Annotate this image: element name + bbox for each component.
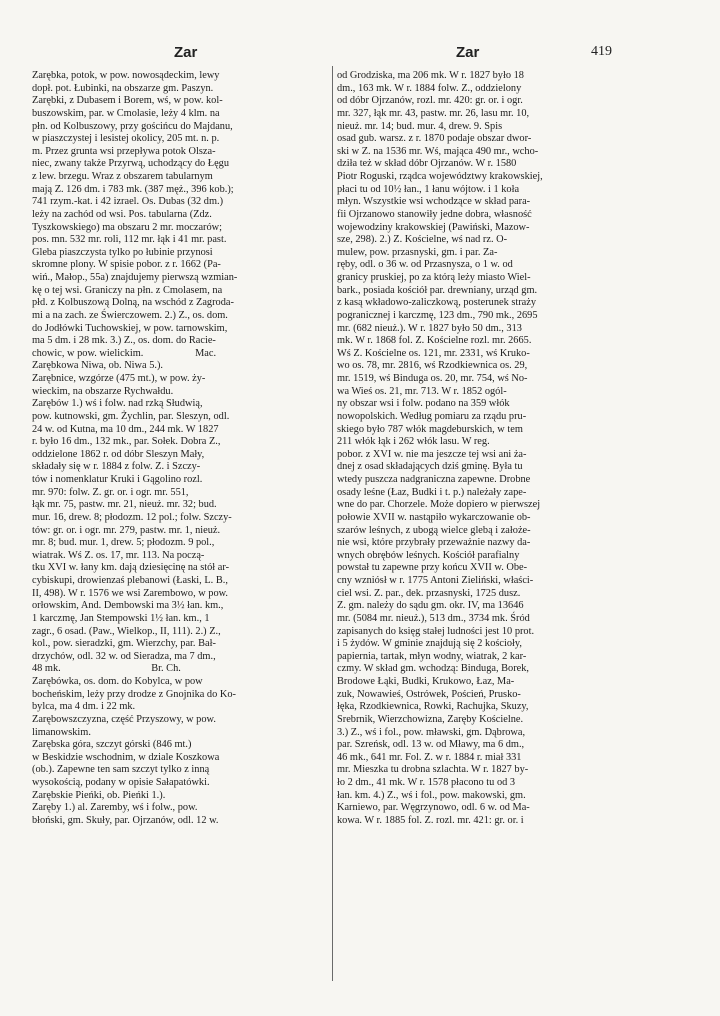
text-line: oddzielone 1862 r. od dóbr Sleszyn Mały,	[32, 448, 205, 460]
text-line: mr. (5084 mr. nieuż.), 513 dm., 3734 mk. Śród	[337, 612, 530, 624]
text-line: Zarębowszczyzna, część Przyszowy, w pow.	[32, 713, 216, 725]
text-line: zapisanych do księg stałej ludności jest 10 prot.	[337, 625, 535, 637]
text-line: wojewodziny krakowskiej (Pawiński, Mazow-	[337, 221, 530, 233]
text-line: pos. mn. 532 mr. roli, 112 mr. łąk i 41 mr. past.	[32, 234, 227, 246]
text-line: w Beskidzie wschodnim, w dziale Koszkowa	[32, 751, 220, 763]
text-line: mur. 16, drew. 8; płodozm. 12 pol.; folw. Szczy-	[32, 511, 232, 523]
text-line: Zarębów 1.) wś i folw. nad rzką Słudwią,	[32, 398, 203, 410]
running-head-right: Zar	[456, 44, 480, 61]
text-line: wiatrak. Wś Z. os. 17, mr. 113. Na począ-	[32, 549, 205, 561]
text-line: wieckim, na obszarze Rychwałdu.	[32, 385, 174, 397]
text-line: bark., posiada kościół par. drewniany, urząd gm.	[337, 284, 538, 296]
text-line: ny obszar wsi i folw. podano na 359 włók	[337, 398, 510, 410]
running-head-left: Zar	[174, 44, 198, 61]
text-line: łąk mr. 75, pastw. mr. 21, nieuż. mr. 32; bud.	[32, 499, 217, 511]
text-line: zuk, Nowawieś, Ostrówek, Poścień, Prusko-	[337, 688, 521, 700]
text-line: niec, zwany także Przyrwą, uchodzący do Łęgu	[32, 158, 230, 170]
text-line: pogranicznej i karczmę, 123 dm., 790 mk., 2695	[337, 309, 538, 321]
text-line: 211 włók łąk i 262 włók lasu. W reg.	[337, 436, 490, 448]
text-line: dnej z osad składających dziś gminę. Była tu	[337, 461, 523, 473]
text-line: fii Ojrzanowo stanowiły jedne dobra, własność	[337, 208, 532, 220]
text-line: składały się w r. 1884 z folw. Z. i Szczy-	[32, 461, 201, 473]
text-line: osad gub. warsz. z r. 1870 podaje obszar dwor-	[337, 133, 532, 145]
text-line: szarów leśnych, z ubogą wielce glebą i założe-	[337, 524, 531, 536]
text-line: i 5 żydów. W gminie znajdują się 2 kościoły,	[337, 638, 523, 650]
column-divider	[332, 66, 333, 981]
text-line: z lew. brzegu. Wraz z obszarem tabularnym	[32, 171, 213, 182]
text-line: limanowskim.	[32, 726, 91, 738]
text-line: wne do par. Chorzele. Może dopiero w pierwszej	[337, 499, 541, 511]
text-line: tów i nomenklatur Kruki i Gągolino rozl.	[32, 474, 203, 485]
page-number: 419	[591, 44, 612, 59]
text-line: chowic, w pow. wielickim. Mac.	[32, 347, 217, 359]
text-line: par. Szreńsk, odl. 13 w. od Mławy, ma 6 dm.,	[337, 739, 525, 751]
text-line: skromne plony. W spisie pobor. z r. 1662 (Pa-	[32, 259, 221, 271]
text-line: skiego było 787 włók magdeburskich, w tem	[337, 423, 523, 435]
text-line: Tyszkowskiego) ma obszaru 2 mr. moczarów;	[32, 221, 223, 233]
text-line: od Grodziska, ma 206 mk. W r. 1827 było 18	[337, 70, 524, 81]
text-line: mr. (682 nieuż.). W r. 1827 było 50 dm., 313	[337, 322, 522, 334]
right-column	[337, 70, 648, 828]
text-line: Brodowe Łąki, Budki, Krukowo, Łaz, Ma-	[337, 676, 515, 687]
text-line: kę o tej wsi. Graniczy na płn. z Cmolasem, na	[32, 284, 223, 296]
text-line: łan. km. 4.) Z., wś i fol., pow. makowski, gm.	[337, 789, 526, 801]
text-line: Zarębska góra, szczyt górski (846 mt.)	[32, 739, 192, 751]
text-line: Wś Z. Kościelne os. 121, mr. 2331, wś Kruko-	[337, 347, 530, 359]
text-line: połowie XVII w. nastąpiło wykarczowanie ob-	[337, 511, 531, 523]
text-line: czmy. W skład gm. wchodzą: Binduga, Borek,	[337, 663, 529, 675]
text-line: powstał tu zapewne przy końcu XVII w. Obe-	[337, 562, 528, 574]
text-line: nowopolskich. Według pomiaru za rządu pru-	[337, 410, 527, 422]
text-line: bocheńskim, leży przy drodze z Gnojnika do Ko-	[32, 688, 236, 700]
text-line: pow. kutnowski, gm. Żychlin, par. Sleszyn, odl.	[32, 410, 230, 422]
text-line: zagr., 6 osad. (Paw., Wielkop., II, 111). 2.) Z.,	[32, 625, 221, 637]
text-line: dm., 163 mk. W r. 1884 folw. Z., oddzielony	[337, 82, 522, 94]
text-line: 741 rzym.-kat. i 42 izrael. Os. Dubas (32 dm.)	[32, 196, 224, 208]
text-line: cybiskupi, drowienzaś plebanowi (Łaski, L. B.,	[32, 575, 228, 586]
text-line: osady leśne (Łaz, Budki i t. p.) należały zape-	[337, 486, 527, 498]
text-line: Zaręby 1.) al. Zaremby, wś i folw., pow.	[32, 802, 198, 814]
text-line: mr. 970: folw. Z. gr. or. i ogr. mr. 551,	[32, 486, 189, 498]
text-line: ciel wsi. Z. par., dek. przasnyski, 1725 dusz.	[337, 587, 521, 599]
text-line: Zarębówka, os. dom. do Kobylca, w pow	[32, 676, 203, 687]
text-line: kowa. W r. 1885 fol. Z. rozl. mr. 421: gr. or. i	[337, 814, 524, 826]
text-line: leży na zachód od wsi. Pos. tabularna (Zdz.	[32, 208, 212, 220]
text-line: tów: gr. or. i ogr. mr. 279, pastw. mr. 1, nieuż.	[32, 524, 221, 536]
text-line: od dóbr Ojrzanów, rozl. mr. 420: gr. or. i ogr.	[337, 95, 523, 107]
text-line: mają Z. 126 dm. i 783 mk. (387 męż., 396 kob.);	[32, 183, 234, 195]
text-line: wa Wieś os. 21, mr. 713. W r. 1852 ogól-	[337, 385, 507, 397]
text-line: w piaszczystej i lesistej okolicy, 205 mt. n. p.	[32, 133, 220, 145]
text-line: ski w Z. na 1536 mr. Wś, mająca 490 mr., wcho-	[337, 145, 539, 157]
text-line: z kasą wkładowo-zaliczkową, posterunek straży	[337, 297, 537, 309]
left-column	[32, 70, 340, 828]
text-line: mr. 8; bud. mur. 1, drew. 5; płodozm. 9 pol.,	[32, 537, 215, 549]
text-line: Piotr Roguski, rządca województwy krakowskiej,	[337, 171, 543, 182]
text-line: ręby, odl. o 36 w. od Przasnysza, o 1 w. od	[337, 259, 513, 271]
text-line: cny wzniósł w r. 1775 Antoni Zieliński, właści-	[337, 575, 534, 586]
text-line: papiernia, tartak, młyn wodny, wiatrak, 2 kar-	[337, 650, 527, 662]
text-line: (ob.). Zapewne ten sam szczyt tylko z inną	[32, 764, 210, 776]
text-line: orłowskim, And. Dembowski ma 3½ łan. km.,	[32, 600, 224, 612]
text-line: ło 2 dm., 41 mk. W r. 1578 płacono tu od 3	[337, 777, 516, 788]
text-line: mk. W r. 1868 fol. Z. Kościelne rozl. mr. 2665.	[337, 335, 532, 347]
text-line: płaci tu od 10½ łan., 1 łanu wójtow. i 1 koła	[337, 183, 520, 195]
text-line: wtedy puszcza nadgraniczna zapewne. Drobne	[337, 474, 531, 485]
text-line: łęka, Rzodkiewnica, Rowki, Rachujka, Skuzy,	[337, 701, 529, 713]
text-line: Z. gm. należy do sądu gm. okr. IV, ma 13646	[337, 600, 524, 612]
text-line: dopł. pot. Łubinki, na obszarze gm. Paszyn.	[32, 82, 214, 94]
text-line: do Jodłówki Tuchowskiej, w pow. tarnowskim,	[32, 322, 228, 334]
text-line: 48 mk. Br. Ch.	[32, 663, 181, 675]
text-line: mulew, pow. przasnyski, gm. i par. Za-	[337, 246, 498, 258]
text-line: błoński, gm. Skuły, par. Ojrzanów, odl. 12 w.	[32, 814, 219, 826]
text-line: wysokością, podany w opisie Sałapatówki.	[32, 777, 210, 788]
text-line: tku XVI w. łany km. dają dziesięcinę na stół ar-	[32, 562, 230, 574]
text-line: m. Przez grunta wsi przepływa potok Olsza-	[32, 145, 216, 157]
text-line: Zarębka, potok, w pow. nowosądeckim, lewy	[32, 70, 220, 81]
text-line: wnych obrębów leśnych. Kościół parafialny	[337, 549, 520, 561]
text-line: Zarębki, z Dubasem i Borem, wś, w pow. kol-	[32, 95, 223, 107]
text-line: mi a na zach. ze Świerczowem. 2.) Z., os. dom.	[32, 309, 228, 321]
text-line: 3.) Z., wś i fol., pow. mławski, gm. Dąbrowa,	[337, 726, 526, 738]
text-line: granicy pruskiej, po za którą leży miasto Wiel-	[337, 272, 531, 283]
text-line: kol., pow. sieradzki, gm. Wierzchy, par. Bał-	[32, 638, 216, 650]
text-line: wiń., Małop., 55a) znajdujemy pierwszą wzmian-	[32, 272, 238, 283]
text-line: pobor. z XVI w. nie ma jeszcze tej wsi ani ża-	[337, 448, 527, 460]
text-line: Gleba piaszczysta tylko po łubinie przynosi	[32, 246, 213, 258]
text-line: buszowskim, par. w Cmolasie, leży 4 klm. na	[32, 107, 220, 119]
text-line: Karniewo, par. Węgrzynowo, odl. 6 w. od Ma-	[337, 802, 530, 814]
text-line: mr. Mieszka tu drobna szlachta. W r. 1827 by-	[337, 764, 529, 776]
text-line: płn. od Kolbuszowy, przy gościńcu do Majdanu,	[32, 120, 233, 132]
text-line: dziła też w skład dóbr Ojrzanów. W r. 1580	[337, 158, 517, 170]
text-line: mr. 327, łąk mr. 43, pastw. mr. 26, lasu mr. 10,	[337, 107, 530, 119]
text-line: Srebrnik, Wierzchowizna, Zaręby Kościelne.	[337, 713, 524, 725]
text-line: nie wsi, które przybrały przeważnie nazwy da-	[337, 537, 531, 549]
text-line: r. było 16 dm., 132 mk., par. Sołek. Dobra Z.,	[32, 436, 221, 448]
text-line: Zarębnice, wzgórze (475 mt.), w pow. ży-	[32, 373, 206, 384]
text-line: bylca, ma 4 dm. i 22 mk.	[32, 701, 136, 713]
text-line: mr. 1519, wś Binduga os. 20, mr. 754, wś No-	[337, 373, 528, 384]
text-line: Zarębskie Pieńki, ob. Pieńki 1.).	[32, 789, 166, 801]
text-line: Zarębkowa Niwa, ob. Niwa 5.).	[32, 360, 163, 372]
text-line: 24 w. od Kutna, ma 10 dm., 244 mk. W 1827	[32, 423, 219, 435]
text-line: ma 5 dm. i 28 mk. 3.) Z., os. dom. do Racie-	[32, 335, 216, 347]
text-line: sze, 298). 2.) Z. Kościelne, wś nad rz. O-	[337, 234, 508, 246]
text-line: 1 karczmę, Jan Stempowski 1½ łan. km., 1	[32, 612, 210, 624]
text-line: młyn. Wszystkie wsi wchodzące w skład para-	[337, 196, 531, 208]
text-line: płd. z Kolbuszową Dolną, na wschód z Zagroda-	[32, 297, 234, 309]
text-line: wo os. 78, mr. 2816, wś Rzodkiewnica os. 29,	[337, 360, 528, 372]
text-line: drzychów, odl. 32 w. od Sieradza, ma 7 dm.,	[32, 650, 216, 662]
text-line: 46 mk., 641 mr. Fol. Z. w r. 1884 r. miał 331	[337, 751, 522, 763]
text-line: II, 498). W r. 1576 we wsi Zarembowo, w pow.	[32, 587, 229, 599]
text-line: nieuż. mr. 14; bud. mur. 4, drew. 9. Spis	[337, 120, 503, 132]
